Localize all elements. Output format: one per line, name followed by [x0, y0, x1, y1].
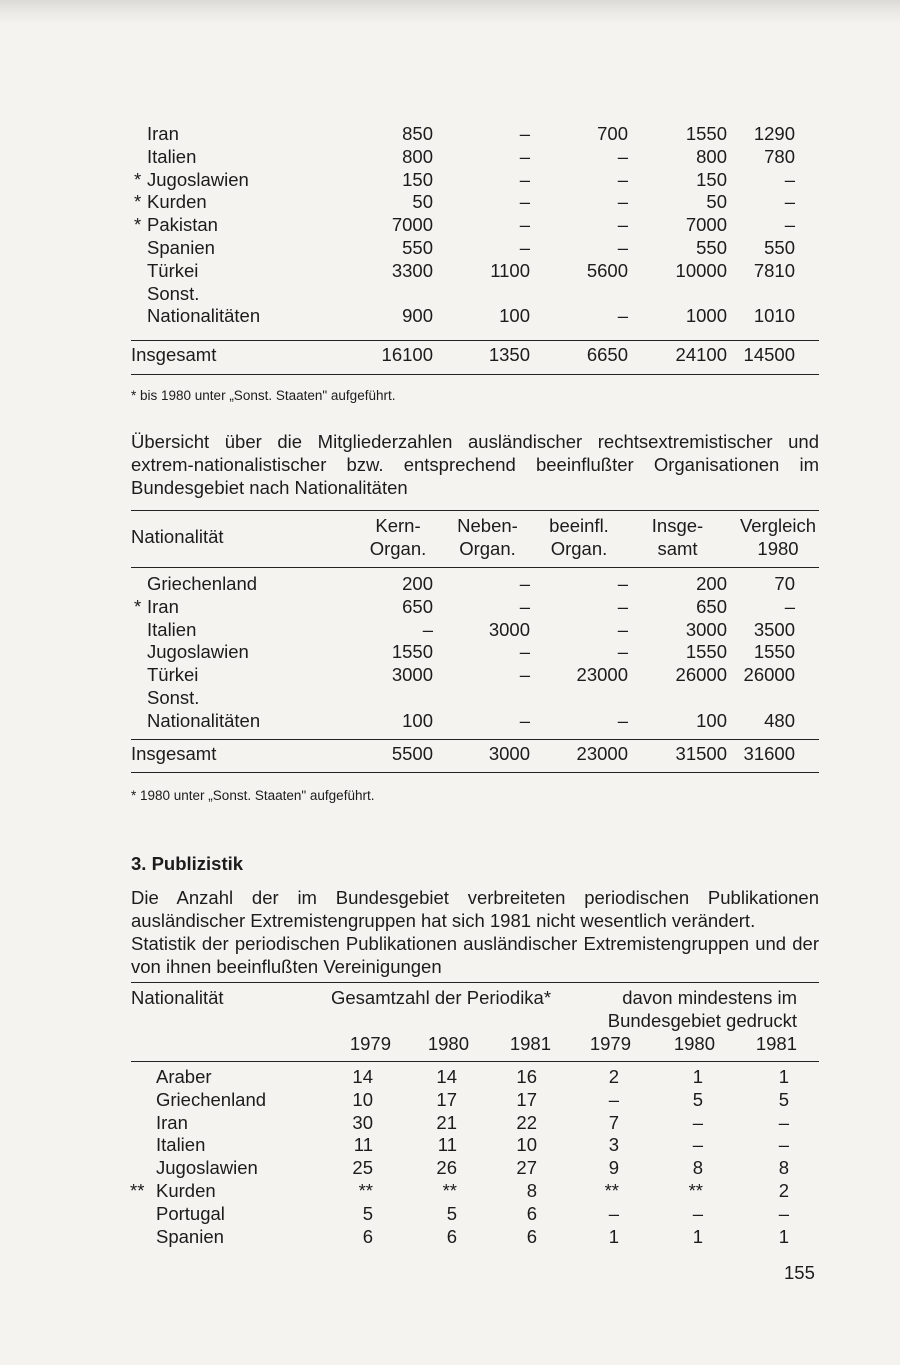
- row-label-text: Portugal: [156, 1202, 225, 1224]
- header-vergleich: Vergleich: [739, 515, 817, 536]
- table-cell: –: [617, 236, 628, 258]
- table-cell: –: [617, 595, 628, 617]
- footnote-marker: *: [134, 191, 142, 213]
- section-heading: 3. Publizistik: [131, 853, 244, 874]
- table-cell: 14: [436, 1066, 457, 1087]
- header-nationalitaet: Nationalität: [131, 526, 224, 548]
- table-cell: 1550: [753, 641, 795, 663]
- table-cell: 14: [352, 1066, 373, 1087]
- table-cell: 1: [692, 1225, 703, 1247]
- table-cell: 11: [437, 1134, 457, 1156]
- table-cell: 26000: [675, 664, 727, 686]
- table-cell: 9: [608, 1157, 619, 1179]
- row-label-text: Iran: [147, 595, 179, 617]
- table3-caption: Statistik der periodischen Publikationen ausländischer Extremistengruppen und der von ihnen beeinflußten Vereinigungen: [131, 933, 819, 977]
- row-label: [131, 1066, 331, 1089]
- row-label-text: Italien: [147, 145, 197, 167]
- row-label-text: Jugoslawien: [147, 641, 249, 663]
- row-label: [131, 237, 341, 260]
- table-cell: 3000: [685, 618, 727, 640]
- row-label-text: Griechenland: [147, 573, 258, 594]
- table1-footnote: * bis 1980 unter „Sonst. Staaten" aufgeführt.: [131, 388, 396, 403]
- table-cell: –: [608, 1088, 619, 1110]
- table-periodika: [131, 1066, 819, 1248]
- total-cell: 3000: [488, 743, 530, 764]
- table-cell: 1010: [753, 305, 795, 327]
- table-cell: 10000: [675, 259, 727, 281]
- table-cell: 8: [526, 1179, 537, 1201]
- table-row: [131, 1066, 819, 1089]
- table1-total-row: [131, 344, 819, 366]
- table-cell: –: [617, 305, 628, 327]
- total-cell: 24100: [675, 344, 727, 365]
- header-kern-2: Organ.: [369, 537, 427, 559]
- row-label: [131, 1226, 331, 1249]
- header-year: 1981: [509, 1032, 551, 1054]
- row-label-text: Italien: [147, 618, 197, 640]
- table-cell: 5: [778, 1088, 789, 1110]
- header-neben-2: Organ.: [459, 537, 516, 559]
- header-davon: davon mindestens im: [622, 987, 797, 1008]
- table-cell: –: [422, 618, 433, 640]
- table-cell: –: [519, 168, 530, 190]
- total-cell: 14500: [743, 344, 795, 365]
- table-row: [131, 664, 819, 687]
- table-cell: 1000: [685, 305, 727, 327]
- table-cell: –: [617, 145, 628, 167]
- table-row: [131, 237, 819, 260]
- header-insge-2: samt: [657, 537, 698, 559]
- table-cell: 200: [696, 573, 727, 594]
- row-label: [131, 573, 341, 596]
- table-row: [131, 191, 819, 214]
- row-label-text: Italien: [156, 1134, 206, 1156]
- row-label-text: Jugoslawien: [147, 168, 249, 190]
- table-row: [131, 214, 819, 237]
- table-cell: –: [519, 709, 530, 731]
- table-cell: 1: [692, 1066, 703, 1087]
- table-row: [131, 305, 819, 328]
- table-cell: –: [784, 595, 795, 617]
- table-cell: 26: [436, 1157, 457, 1179]
- row-label-text: Kurden: [156, 1179, 216, 1201]
- table2-rule-header: [131, 567, 819, 568]
- table-cell: 25: [352, 1157, 373, 1179]
- table-cell: –: [519, 214, 530, 236]
- table-cell: 5: [362, 1202, 373, 1224]
- table-cell: 7000: [685, 214, 727, 236]
- row-label: [131, 169, 341, 192]
- table-cell: –: [608, 1202, 619, 1224]
- table-cell: –: [519, 191, 530, 213]
- table-row: [131, 169, 819, 192]
- row-label: [131, 260, 341, 283]
- total-cell: 16100: [381, 344, 433, 365]
- table-cell: –: [519, 595, 530, 617]
- header-kern: Kern-: [375, 515, 421, 536]
- table-row: [131, 1134, 819, 1157]
- row-label-text: Türkei: [147, 664, 199, 686]
- header-vergleich-2: 1980: [757, 537, 799, 559]
- row-label-text: Iran: [147, 123, 179, 144]
- header-gesamtzahl: Gesamtzahl der Periodika*: [331, 987, 552, 1008]
- table-cell: 1: [608, 1225, 619, 1247]
- table-cell: 70: [774, 573, 795, 594]
- table2-header: [131, 515, 819, 561]
- table-cell: –: [778, 1134, 789, 1156]
- table-cell: 1: [778, 1225, 789, 1247]
- header-insge: Insge-: [651, 515, 704, 536]
- table-cell: 3000: [488, 618, 530, 640]
- table-cell: 1550: [685, 123, 727, 144]
- table-cell: 10: [352, 1088, 373, 1110]
- table-cell: 550: [696, 236, 727, 258]
- table-cell: 700: [597, 123, 628, 144]
- header-year: 1979: [349, 1032, 391, 1054]
- table-cell: 2: [608, 1066, 619, 1087]
- table-cell: **: [604, 1179, 619, 1201]
- table-cell: 150: [402, 168, 433, 190]
- row-label: [131, 123, 341, 146]
- table-cell: 3000: [391, 664, 433, 686]
- table-cell: –: [617, 214, 628, 236]
- row-label: [131, 146, 341, 169]
- row-label-text: Jugoslawien: [156, 1157, 258, 1179]
- table-cell: –: [617, 709, 628, 731]
- header-davon-2: Bundesgebiet gedruckt: [607, 1009, 797, 1031]
- table-cell: 1100: [490, 259, 530, 281]
- table2-total-row: [131, 743, 819, 765]
- table-row: [131, 641, 819, 664]
- table-cell: 10: [516, 1134, 537, 1156]
- table-cell: 6: [526, 1225, 537, 1247]
- table-cell: –: [617, 618, 628, 640]
- header-neben: Neben-: [457, 515, 518, 536]
- table-cell: 550: [764, 236, 795, 258]
- table-cell: 22: [516, 1111, 537, 1133]
- total-cell: 5500: [391, 743, 433, 764]
- table-cell: 26000: [743, 664, 795, 686]
- table-cell: 100: [402, 709, 433, 731]
- row-label-text: Iran: [156, 1111, 188, 1133]
- table-cell: 1550: [685, 641, 727, 663]
- row-label: Sonst.: [147, 686, 200, 708]
- table-row: [131, 573, 819, 596]
- table-cell: –: [519, 123, 530, 144]
- row-label: [131, 1089, 331, 1112]
- footnote-marker: *: [134, 214, 142, 236]
- table-cell: 480: [764, 709, 795, 731]
- row-label-text: Türkei: [147, 259, 199, 281]
- table-cell: 5: [692, 1088, 703, 1110]
- row-label-text: Griechenland: [156, 1088, 267, 1110]
- table1-rule-top-total: [131, 340, 819, 341]
- table-membership-by-nationality: [131, 573, 819, 733]
- row-label-text: Pakistan: [147, 214, 218, 236]
- table-cell: 7: [608, 1111, 619, 1133]
- total-cell: 6650: [586, 344, 628, 365]
- table-cell: –: [784, 214, 795, 236]
- table-cell: 23000: [576, 664, 628, 686]
- table-cell: 17: [516, 1088, 537, 1110]
- header-year: 1981: [755, 1032, 797, 1054]
- table-cell: 1: [778, 1066, 789, 1087]
- table2-rule-top-total: [131, 739, 819, 740]
- page-number: 155: [784, 1262, 815, 1283]
- table-cell: –: [519, 236, 530, 258]
- table3-rule-top: [131, 982, 819, 983]
- table-cell: 100: [499, 305, 530, 327]
- table-cell: –: [519, 664, 530, 686]
- table-cell: 800: [402, 145, 433, 167]
- table-cell: 100: [696, 709, 727, 731]
- table-cell: –: [617, 168, 628, 190]
- row-label: Sonst.: [147, 282, 200, 304]
- total-label: Insgesamt: [131, 743, 217, 764]
- footnote-marker: *: [134, 595, 142, 617]
- paragraph-publizistik: Die Anzahl der im Bundesgebiet verbreiteten periodischen Publikationen ausländischer Extremistengruppen hat sich 1981 nicht wesentlich verändert.: [131, 887, 819, 931]
- row-label: [131, 596, 341, 619]
- table-cell: 8: [692, 1157, 703, 1179]
- table-cell: 2: [778, 1179, 789, 1201]
- table-cell: 650: [402, 595, 433, 617]
- table-cell: 6: [362, 1225, 373, 1247]
- table-row: [131, 1112, 819, 1135]
- total-cell: 31600: [743, 743, 795, 764]
- row-label: [131, 1134, 331, 1157]
- total-label: Insgesamt: [131, 344, 217, 365]
- table3-rule-header: [131, 1061, 819, 1062]
- table-cell: 850: [402, 123, 433, 144]
- table-cell: 7000: [391, 214, 433, 236]
- row-label: [131, 664, 341, 687]
- table-cell: 3: [608, 1134, 619, 1156]
- table-cell: –: [692, 1202, 703, 1224]
- table-cell: 1290: [753, 123, 795, 144]
- table-cell: 27: [516, 1157, 537, 1179]
- table-cell: 11: [353, 1134, 373, 1156]
- table-cell: 900: [402, 305, 433, 327]
- table-cell: 3300: [391, 259, 433, 281]
- total-cell: 1350: [488, 344, 530, 365]
- header-nationalitaet: Nationalität: [131, 987, 224, 1008]
- table-cell: –: [692, 1111, 703, 1133]
- table-cell: –: [692, 1134, 703, 1156]
- table-row: [131, 260, 819, 283]
- table-cell: –: [784, 168, 795, 190]
- row-label: Nationalitäten: [147, 305, 261, 327]
- table-cell: 800: [696, 145, 727, 167]
- footnote-marker: **: [130, 1179, 145, 1201]
- table-row: [131, 687, 819, 710]
- row-label-text: Araber: [156, 1066, 212, 1087]
- table-cell: 550: [402, 236, 433, 258]
- header-beeinfl-2: Organ.: [550, 537, 608, 559]
- table-cell: 7810: [753, 259, 795, 281]
- table-cell: –: [519, 573, 530, 594]
- row-label: [131, 191, 341, 214]
- total-cell: 23000: [576, 743, 628, 764]
- row-label: [131, 1203, 331, 1226]
- table-cell: 50: [412, 191, 433, 213]
- row-label: [131, 641, 341, 664]
- table-cell: –: [617, 191, 628, 213]
- table-row: [131, 283, 819, 306]
- table-cell: –: [617, 641, 628, 663]
- table-cell: 21: [436, 1111, 457, 1133]
- table2-rule-top: [131, 510, 819, 511]
- scan-edge: [0, 0, 900, 24]
- table-row: [131, 1203, 819, 1226]
- row-label: [131, 1180, 331, 1203]
- header-beeinfl: beeinfl.: [549, 515, 609, 536]
- table2-footnote: * 1980 unter „Sonst. Staaten" aufgeführt.: [131, 788, 375, 803]
- table-cell: –: [784, 191, 795, 213]
- table-row: [131, 1180, 819, 1203]
- table-cell: –: [519, 145, 530, 167]
- table-cell: –: [617, 573, 628, 594]
- table-cell: 6: [526, 1202, 537, 1224]
- row-label: [131, 214, 341, 237]
- table-cell: 50: [706, 191, 727, 213]
- total-cell: 31500: [675, 743, 727, 764]
- table-cell: 5600: [586, 259, 628, 281]
- table-row: [131, 1089, 819, 1112]
- table-row: [131, 123, 819, 146]
- table-cell: –: [778, 1111, 789, 1133]
- header-year: 1980: [427, 1032, 469, 1054]
- table-cell: **: [688, 1179, 703, 1201]
- table-row: [131, 596, 819, 619]
- row-label: Nationalitäten: [147, 709, 261, 731]
- table-row: [131, 619, 819, 642]
- table-cell: 780: [764, 145, 795, 167]
- table-cell: 17: [436, 1088, 457, 1110]
- table-cell: 1550: [391, 641, 433, 663]
- table1-rule-bottom: [131, 374, 819, 375]
- table-cell: 8: [778, 1157, 789, 1179]
- header-year: 1979: [589, 1032, 631, 1054]
- header-year: 1980: [673, 1032, 715, 1054]
- table-cell: 150: [696, 168, 727, 190]
- table2-rule-bottom: [131, 772, 819, 773]
- row-label-text: Kurden: [147, 191, 207, 213]
- table-cell: 5: [446, 1202, 457, 1224]
- table-cell: **: [358, 1179, 373, 1201]
- table2-caption: Übersicht über die Mitgliederzahlen ausländischer rechtsextremistischer und extrem-nationalistischer bzw. entsprechend beeinflußter Organisationen im Bundesgebiet nach Nationalitäten: [131, 431, 819, 498]
- table-row: [131, 710, 819, 733]
- table-cell: 3500: [753, 618, 795, 640]
- table-cell: 650: [696, 595, 727, 617]
- footnote-marker: *: [134, 168, 142, 190]
- table-cell: 16: [516, 1066, 537, 1087]
- table-row: [131, 146, 819, 169]
- row-label-text: Spanien: [156, 1225, 224, 1247]
- table-row: [131, 1226, 819, 1249]
- row-label: [131, 619, 341, 642]
- table-cell: –: [519, 641, 530, 663]
- row-label: [131, 1157, 331, 1180]
- table-row: [131, 1157, 819, 1180]
- row-label: [131, 1112, 331, 1135]
- table-cell: –: [778, 1202, 789, 1224]
- table-cell: 30: [352, 1111, 373, 1133]
- table-cell: 200: [402, 573, 433, 594]
- table3-header: [131, 987, 819, 1055]
- table-cell: 6: [446, 1225, 457, 1247]
- table-cell: **: [442, 1179, 457, 1201]
- table-membership-continued: [131, 123, 819, 328]
- row-label-text: Spanien: [147, 236, 215, 258]
